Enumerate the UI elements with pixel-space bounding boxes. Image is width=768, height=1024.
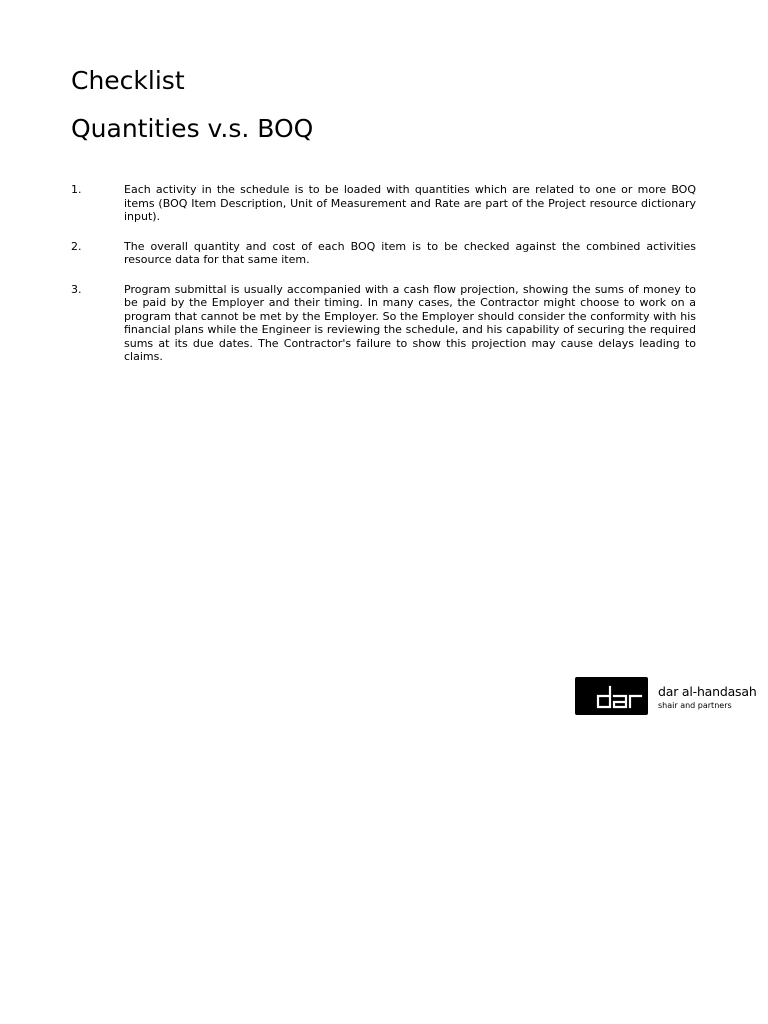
item-number: 1. bbox=[71, 183, 82, 196]
checklist-item-3 bbox=[71, 283, 696, 364]
item-text: Program submittal is usually accompanied with a cash flow projection, showing the sums of money to be paid by the Employer and their timing. In many cases, the Contractor might choose to work on a program that cannot be met by the Employer. So the Employer should consider the conformity with his financial plans while the Engineer is reviewing the schedule, and his capability of securing the required sums at its due dates. The Contractor's failure to show this projection may cause delays leading to claims. bbox=[124, 282, 696, 363]
company-logo bbox=[575, 676, 768, 716]
logo-name: dar al-handasah bbox=[658, 684, 757, 699]
page-title: Checklist bbox=[71, 66, 185, 95]
item-text: Each activity in the schedule is to be loaded with quantities which are related to one or more BOQ items (BOQ Item Description, Unit of Measurement and Rate are part of the Project resource dictionary input). bbox=[124, 183, 696, 223]
logo-tagline: shair and partners bbox=[658, 701, 732, 710]
item-text: The overall quantity and cost of each BOQ item is to be checked against the combined activities resource data for that same item. bbox=[124, 239, 696, 266]
checklist-item-1 bbox=[71, 183, 696, 224]
page-subtitle: Quantities v.s. BOQ bbox=[71, 114, 314, 143]
item-number: 3. bbox=[71, 282, 82, 296]
checklist-item-2 bbox=[71, 240, 696, 267]
dar-logo-icon bbox=[575, 677, 648, 715]
checklist bbox=[71, 183, 696, 364]
item-number: 2. bbox=[71, 239, 82, 253]
